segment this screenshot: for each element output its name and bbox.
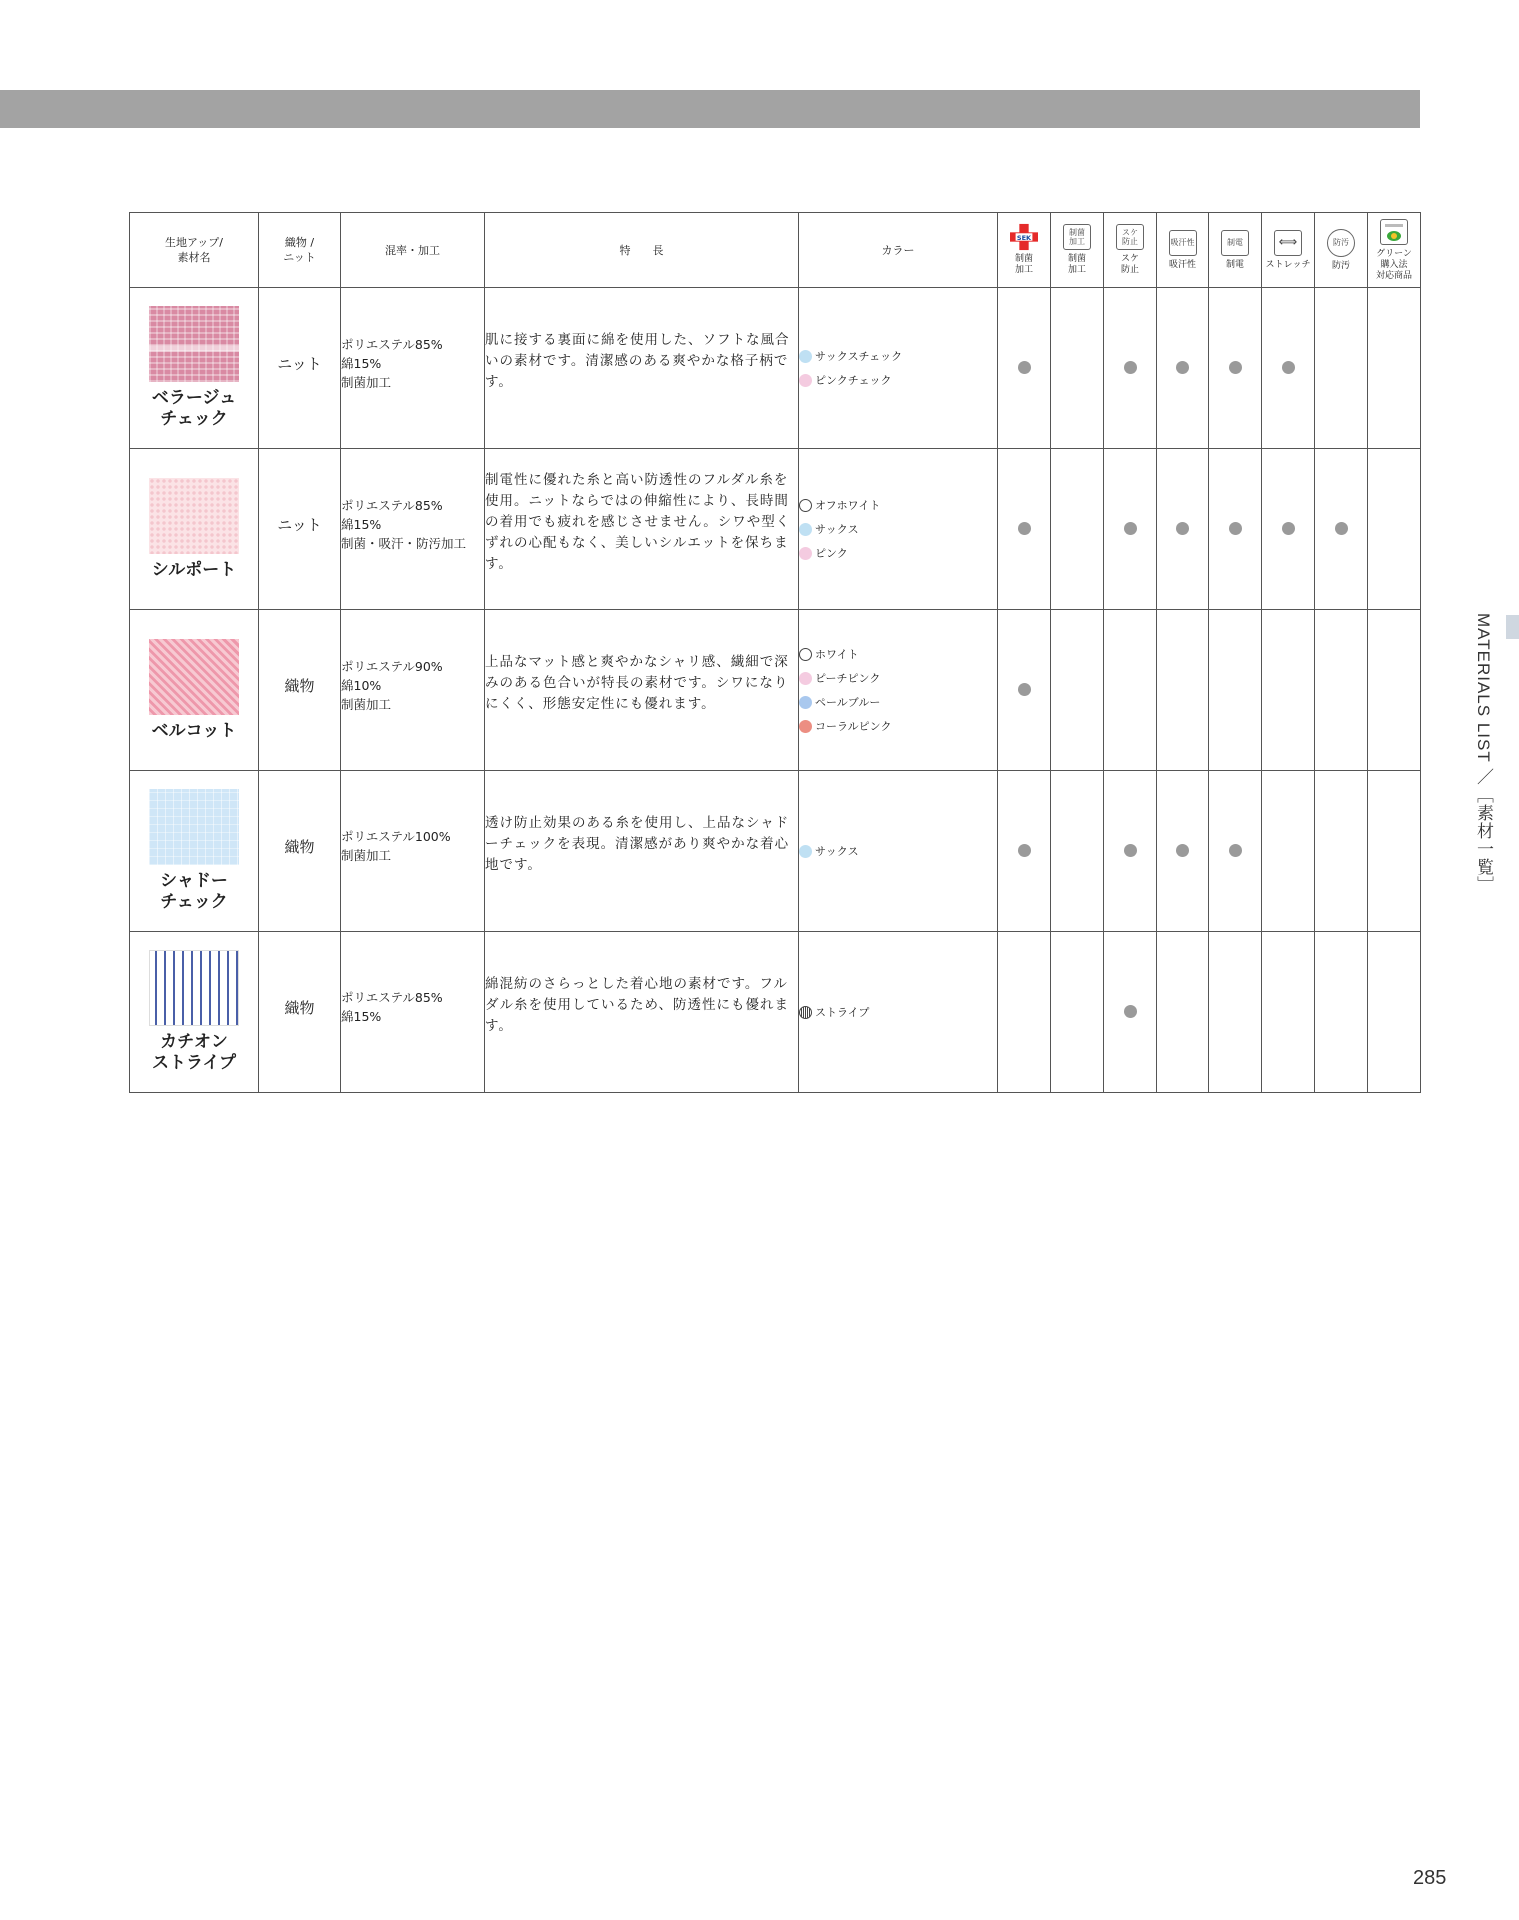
feature-mark-dot bbox=[1176, 522, 1189, 535]
feature-cell bbox=[1157, 449, 1209, 610]
header-blend: 混率・加工 bbox=[341, 213, 485, 288]
fabric-type: ニット bbox=[277, 515, 322, 534]
table-row bbox=[130, 610, 1421, 771]
blend-line: ポリエステル85% bbox=[341, 990, 443, 1005]
header-feature-7 bbox=[1368, 213, 1421, 288]
feature-cell bbox=[1315, 932, 1368, 1093]
header-row bbox=[130, 213, 1421, 288]
feature-mark-dot bbox=[1124, 361, 1137, 374]
color-name: ペールブルー bbox=[815, 696, 881, 709]
description-text: 上品なマット感と爽やかなシャリ感、繊細で深みのある色合いが特長の素材です。シワになりにくく、形態安定性にも優れます。 bbox=[485, 653, 789, 712]
fabric-name: シルポート bbox=[151, 559, 237, 580]
blend-line: 綿15% bbox=[341, 1009, 382, 1024]
fabric-swatch-image bbox=[149, 950, 239, 1026]
feature-mark-dot bbox=[1018, 683, 1031, 696]
feature-cell bbox=[1315, 449, 1368, 610]
feature-mark-dot bbox=[1282, 361, 1295, 374]
feature-cell bbox=[1051, 449, 1104, 610]
feature-label: ストレッチ bbox=[1265, 259, 1311, 270]
feature-cell bbox=[1157, 771, 1209, 932]
header-feature-0 bbox=[998, 213, 1051, 288]
color-option bbox=[799, 666, 997, 690]
feature-cell bbox=[1315, 610, 1368, 771]
feature-cell bbox=[998, 288, 1051, 449]
feature-cell bbox=[1104, 288, 1157, 449]
colors-cell bbox=[799, 610, 998, 771]
fabric-swatch-image bbox=[149, 478, 239, 554]
color-name: サックス bbox=[815, 845, 859, 858]
blend-cell bbox=[341, 771, 485, 932]
materials-table bbox=[129, 212, 1421, 1093]
blend-line: 制菌加工 bbox=[341, 374, 392, 390]
fabric-cell bbox=[130, 610, 259, 771]
color-dot bbox=[799, 499, 812, 512]
blend-line: ポリエステル85% bbox=[341, 336, 443, 352]
feature-cell bbox=[1209, 932, 1262, 1093]
antibacterial-icon: 制菌 加工 bbox=[1063, 224, 1091, 250]
fabric-name: カチオン ストライプ bbox=[152, 1032, 236, 1073]
feature-cell bbox=[1051, 610, 1104, 771]
feature-label: 制菌 加工 bbox=[1014, 254, 1033, 275]
description-cell bbox=[485, 932, 799, 1093]
colors-cell bbox=[799, 288, 998, 449]
header-feature-5 bbox=[1262, 213, 1315, 288]
fabric-name: ベラージュ チェック bbox=[151, 388, 237, 429]
feature-label: 制菌 加工 bbox=[1067, 254, 1086, 275]
fabric-swatch-image bbox=[149, 789, 239, 865]
feature-cell bbox=[1262, 449, 1315, 610]
color-dot bbox=[799, 374, 812, 387]
blend-line: 綿15% bbox=[341, 355, 382, 371]
header-feature-1 bbox=[1051, 213, 1104, 288]
blend-line: 制菌加工 bbox=[341, 848, 392, 863]
feature-mark-dot bbox=[1018, 361, 1031, 374]
feature-cell bbox=[1209, 288, 1262, 449]
fabric-name: シャドー チェック bbox=[160, 871, 228, 912]
feature-cell bbox=[1104, 449, 1157, 610]
blend-line: ポリエステル100% bbox=[341, 829, 451, 844]
header-type: 織物 / ニット bbox=[259, 213, 341, 288]
green-purchasing-icon bbox=[1380, 219, 1408, 245]
color-name: ストライプ bbox=[815, 1006, 870, 1019]
blend-line: 綿15% bbox=[341, 516, 382, 532]
header-feature-2 bbox=[1104, 213, 1157, 288]
fabric-type: 織物 bbox=[284, 676, 315, 695]
fabric-type-cell bbox=[259, 932, 341, 1093]
color-dot bbox=[799, 648, 812, 661]
description-text: 綿混紡のさらっとした着心地の素材です。フルダル糸を使用しているため、防透性にも優れます。 bbox=[485, 975, 789, 1034]
feature-cell bbox=[1051, 771, 1104, 932]
blend-line: 制菌・吸汗・防汚加工 bbox=[341, 535, 467, 551]
colors-cell bbox=[799, 932, 998, 1093]
description-cell bbox=[485, 288, 799, 449]
feature-mark-dot bbox=[1229, 844, 1242, 857]
table-row bbox=[130, 288, 1421, 449]
description-text: 肌に接する裏面に綿を使用した、ソフトな風合いの素材です。清潔感のある爽やかな格子柄です。 bbox=[485, 331, 790, 390]
feature-mark-dot bbox=[1124, 1005, 1137, 1018]
feature-cell bbox=[1209, 610, 1262, 771]
fabric-name: ベルコット bbox=[151, 720, 237, 741]
fabric-type-cell bbox=[259, 610, 341, 771]
stain-resistant-icon: 防汚 bbox=[1327, 229, 1355, 257]
feature-cell bbox=[1368, 932, 1421, 1093]
feature-cell bbox=[1315, 288, 1368, 449]
feature-mark-dot bbox=[1176, 844, 1189, 857]
feature-cell bbox=[1157, 932, 1209, 1093]
header-fabric: 生地アップ/ 素材名 bbox=[130, 213, 259, 288]
color-option bbox=[799, 541, 997, 565]
feature-cell bbox=[1104, 932, 1157, 1093]
color-name: ホワイト bbox=[815, 648, 859, 661]
header-band bbox=[0, 90, 1420, 128]
fabric-type-cell bbox=[259, 288, 341, 449]
color-dot bbox=[799, 696, 812, 709]
color-dot bbox=[799, 845, 812, 858]
description-cell bbox=[485, 610, 799, 771]
color-name: ピーチピンク bbox=[815, 672, 881, 685]
feature-cell bbox=[998, 932, 1051, 1093]
blend-line: ポリエステル85% bbox=[341, 497, 443, 513]
table-row bbox=[130, 449, 1421, 610]
color-name: ピンク bbox=[815, 547, 848, 560]
color-option bbox=[799, 517, 997, 541]
blend-cell bbox=[341, 932, 485, 1093]
feature-mark-dot bbox=[1229, 361, 1242, 374]
color-dot bbox=[799, 1006, 812, 1019]
feature-cell bbox=[998, 610, 1051, 771]
feature-cell bbox=[1315, 771, 1368, 932]
feature-mark-dot bbox=[1018, 522, 1031, 535]
header-feature-6 bbox=[1315, 213, 1368, 288]
feature-cell bbox=[998, 771, 1051, 932]
feature-cell bbox=[1051, 932, 1104, 1093]
color-name: サックス bbox=[815, 523, 859, 536]
feature-cell bbox=[998, 449, 1051, 610]
fabric-cell bbox=[130, 771, 259, 932]
color-dot bbox=[799, 720, 812, 733]
blend-cell bbox=[341, 449, 485, 610]
header-feature-3 bbox=[1157, 213, 1209, 288]
feature-cell bbox=[1262, 610, 1315, 771]
feature-cell bbox=[1368, 288, 1421, 449]
color-name: ピンクチェック bbox=[815, 374, 892, 387]
svg-text:SEK: SEK bbox=[1016, 233, 1032, 242]
description-cell bbox=[485, 771, 799, 932]
feature-label: グリーン 購入法 対応商品 bbox=[1375, 248, 1412, 281]
feature-label: スケ 防止 bbox=[1120, 254, 1139, 275]
sek-icon bbox=[1010, 224, 1038, 250]
color-name: オフホワイト bbox=[815, 499, 881, 512]
see-through-prevention-icon: スケ 防止 bbox=[1116, 224, 1144, 250]
blend-line: ポリエステル90% bbox=[341, 658, 443, 674]
color-option bbox=[799, 368, 997, 392]
feature-mark-dot bbox=[1282, 522, 1295, 535]
feature-cell bbox=[1104, 771, 1157, 932]
color-option bbox=[799, 493, 997, 517]
color-name: サックスチェック bbox=[815, 350, 903, 363]
feature-cell bbox=[1104, 610, 1157, 771]
fabric-swatch-image bbox=[149, 306, 239, 382]
side-section-label: MATERIALS LIST ／［素材一覧］ bbox=[1474, 613, 1493, 895]
color-name: コーラルピンク bbox=[815, 720, 892, 733]
color-option bbox=[799, 714, 997, 738]
description-text: 制電性に優れた糸と高い防透性のフルダル糸を使用。ニットならではの伸縮性により、長時間の着用でも疲れを感じさせません。シワや型くずれの心配もなく、美しいシルエットを保ちます。 bbox=[485, 471, 791, 572]
color-dot bbox=[799, 350, 812, 363]
feature-label: 制電 bbox=[1225, 259, 1244, 270]
feature-mark-dot bbox=[1335, 522, 1348, 535]
fabric-cell bbox=[130, 288, 259, 449]
stretch-icon: ⟺ bbox=[1274, 230, 1302, 256]
feature-label: 防汚 bbox=[1331, 260, 1350, 271]
fabric-cell bbox=[130, 932, 259, 1093]
table-row bbox=[130, 771, 1421, 932]
header-features: 特 長 bbox=[485, 213, 799, 288]
sweat-absorbent-icon: 吸汗性 bbox=[1169, 230, 1197, 256]
feature-mark-dot bbox=[1124, 522, 1137, 535]
color-option bbox=[799, 839, 997, 863]
header-feature-4 bbox=[1209, 213, 1262, 288]
fabric-type-cell bbox=[259, 771, 341, 932]
fabric-cell bbox=[130, 449, 259, 610]
fabric-type-cell bbox=[259, 449, 341, 610]
blend-cell bbox=[341, 610, 485, 771]
description-text: 透け防止効果のある糸を使用し、上品なシャドーチェックを表現。清潔感があり爽やかな着心地です。 bbox=[485, 814, 790, 873]
page-number: 285 bbox=[1413, 1867, 1447, 1889]
feature-cell bbox=[1157, 288, 1209, 449]
feature-cell bbox=[1262, 288, 1315, 449]
antistatic-icon: 制電 bbox=[1221, 230, 1249, 256]
feature-cell bbox=[1368, 610, 1421, 771]
color-option bbox=[799, 690, 997, 714]
blend-cell bbox=[341, 288, 485, 449]
color-dot bbox=[799, 523, 812, 536]
colors-cell bbox=[799, 449, 998, 610]
feature-cell bbox=[1368, 771, 1421, 932]
fabric-swatch-image bbox=[149, 639, 239, 715]
color-option bbox=[799, 1000, 997, 1024]
color-dot bbox=[799, 672, 812, 685]
feature-cell bbox=[1209, 449, 1262, 610]
feature-mark-dot bbox=[1018, 844, 1031, 857]
color-option bbox=[799, 344, 997, 368]
side-index-tab bbox=[1506, 615, 1519, 639]
feature-label: 吸汗性 bbox=[1168, 259, 1196, 270]
fabric-type: ニット bbox=[277, 354, 322, 373]
feature-mark-dot bbox=[1229, 522, 1242, 535]
feature-mark-dot bbox=[1176, 361, 1189, 374]
feature-cell bbox=[1209, 771, 1262, 932]
feature-cell bbox=[1262, 932, 1315, 1093]
table-row bbox=[130, 932, 1421, 1093]
feature-cell bbox=[1262, 771, 1315, 932]
description-cell bbox=[485, 449, 799, 610]
feature-mark-dot bbox=[1124, 844, 1137, 857]
feature-cell bbox=[1051, 288, 1104, 449]
header-colors: カラー bbox=[799, 213, 998, 288]
feature-cell bbox=[1157, 610, 1209, 771]
color-option bbox=[799, 642, 997, 666]
blend-line: 綿10% bbox=[341, 677, 382, 693]
feature-cell bbox=[1368, 449, 1421, 610]
colors-cell bbox=[799, 771, 998, 932]
blend-line: 制菌加工 bbox=[341, 696, 392, 712]
color-dot bbox=[799, 547, 812, 560]
fabric-type: 織物 bbox=[284, 837, 315, 856]
fabric-type: 織物 bbox=[284, 998, 315, 1017]
